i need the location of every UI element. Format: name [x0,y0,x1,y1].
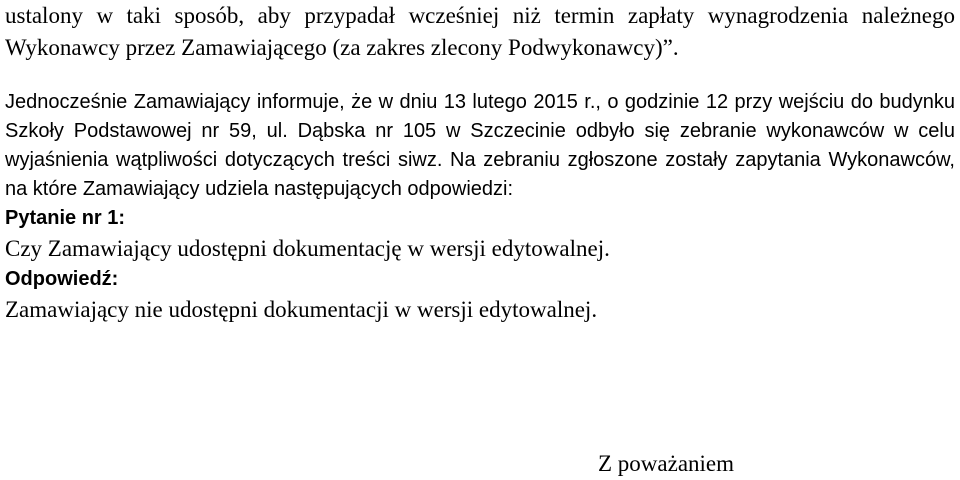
document-body [5,0,955,326]
question-heading: Pytanie nr 1: [5,207,126,229]
paragraph-meeting-info: Jednocześnie Zamawiający informuje, że w dniu 13 lutego 2015 r., o godzinie 12 przy wejściu do budynku Szkoły Podstawowej nr 59, ul. Dąbska nr 105 w Szczecinie odbyło się zebranie wykonawców w celu wyjaśnienia wątpliwości dotyczących treści siwz. Na zebraniu zgłoszone zostały zapytania Wykonawców, na które Zamawiający udziela następujących odpowiedzi: [5,91,955,200]
question-text: Czy Zamawiający udostępni dokumentację w wersji edytowalnej. [5,236,610,261]
closing-signature: Z poważaniem [598,451,735,476]
paragraph-contract-terms: ustalony w taki sposób, aby przypadał wcześniej niż termin zapłaty wynagrodzenia należnego Wykonawcy przez Zamawiającego (za zakres zlecony Podwykonawcy)”. [5,3,955,60]
paragraph-spacer [5,64,955,88]
answer-heading: Odpowiedź: [5,268,119,290]
answer-text: Zamawiający nie udostępni dokumentacji w wersji edytowalnej. [5,297,598,322]
